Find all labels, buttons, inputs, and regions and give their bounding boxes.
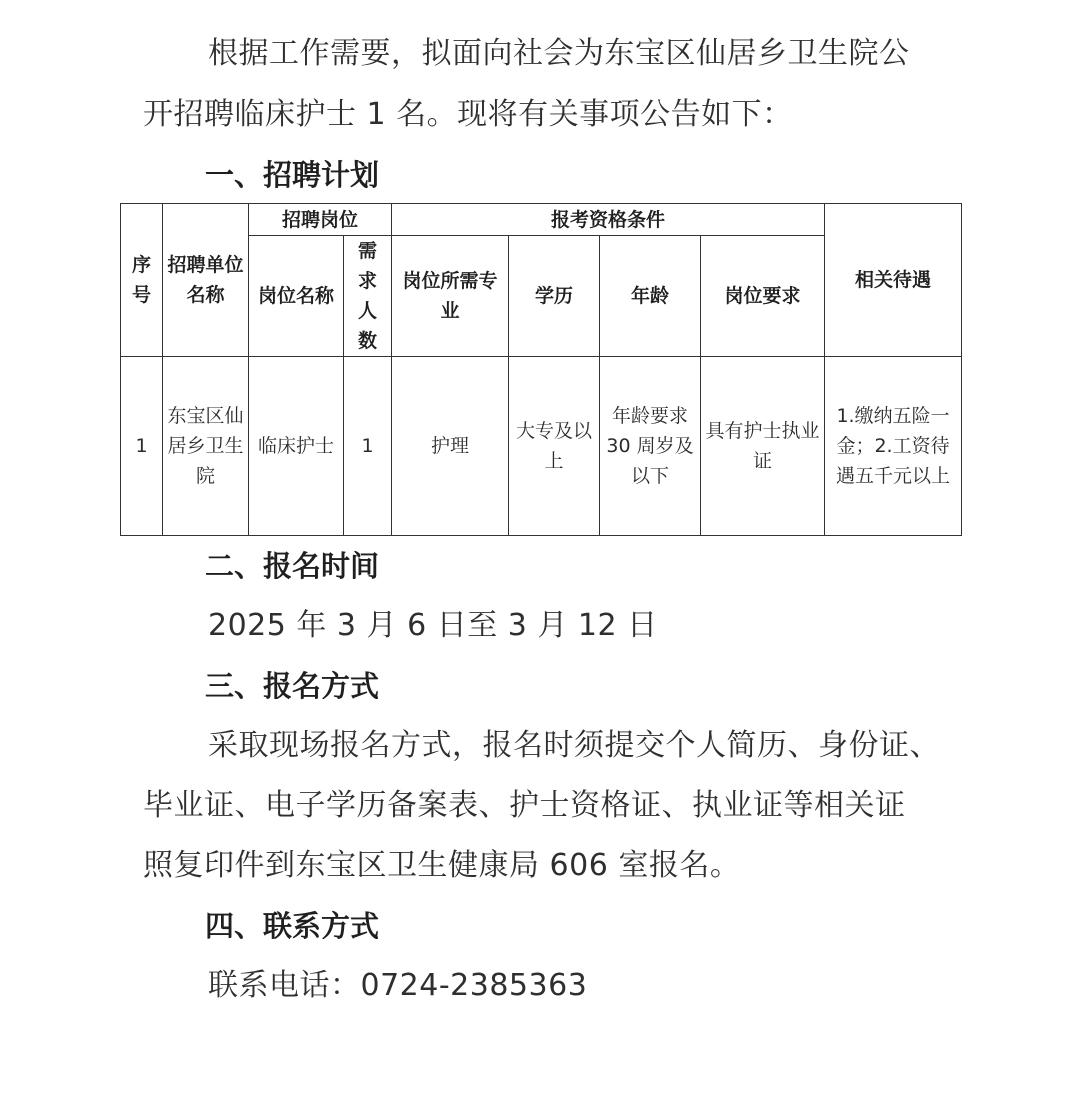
method-line-2: 毕业证、电子学历备案表、护士资格证、执业证等相关证 — [143, 788, 906, 823]
cell-seq: 1 — [121, 357, 163, 536]
cell-major: 护理 — [392, 357, 509, 536]
cell-requirement: 具有护士执业证 — [701, 357, 825, 536]
intro-line-1: 根据工作需要，拟面向社会为东宝区仙居乡卫生院公 — [208, 36, 910, 71]
header-education: 学历 — [509, 236, 600, 357]
recruitment-plan-table — [120, 203, 962, 536]
header-unit: 招聘单位名称 — [163, 204, 249, 357]
section-heading-method: 三、报名方式 — [205, 669, 380, 703]
header-qualification-group: 报考资格条件 — [392, 204, 825, 236]
contact-phone: 联系电话：0724-2385363 — [208, 968, 588, 1003]
cell-position-name: 临床护士 — [249, 357, 344, 536]
header-position-name: 岗位名称 — [249, 236, 344, 357]
header-benefits: 相关待遇 — [825, 204, 962, 357]
table-header-row-1 — [121, 204, 962, 236]
cell-count: 1 — [344, 357, 392, 536]
cell-benefits: 1.缴纳五险一金；2.工资待遇五千元以上 — [825, 357, 962, 536]
method-line-3: 照复印件到东宝区卫生健康局 606 室报名。 — [143, 848, 741, 883]
header-age: 年龄 — [600, 236, 701, 357]
section-heading-plan: 一、招聘计划 — [205, 158, 380, 192]
method-line-1: 采取现场报名方式，报名时须提交个人简历、身份证、 — [208, 728, 940, 763]
section-heading-time: 二、报名时间 — [205, 549, 380, 583]
cell-age: 年龄要求 30 周岁及以下 — [600, 357, 701, 536]
table-row — [121, 357, 962, 536]
header-major: 岗位所需专业 — [392, 236, 509, 357]
section-heading-contact: 四、联系方式 — [205, 909, 380, 943]
cell-unit: 东宝区仙居乡卫生院 — [163, 357, 249, 536]
cell-education: 大专及以上 — [509, 357, 600, 536]
header-position-group: 招聘岗位 — [249, 204, 392, 236]
header-requirement: 岗位要求 — [701, 236, 825, 357]
header-seq: 序号 — [121, 204, 163, 357]
registration-time: 2025 年 3 月 6 日至 3 月 12 日 — [208, 608, 658, 643]
intro-line-2: 开招聘临床护士 1 名。现将有关事项公告如下： — [143, 97, 793, 132]
header-count: 需求人数 — [344, 236, 392, 357]
